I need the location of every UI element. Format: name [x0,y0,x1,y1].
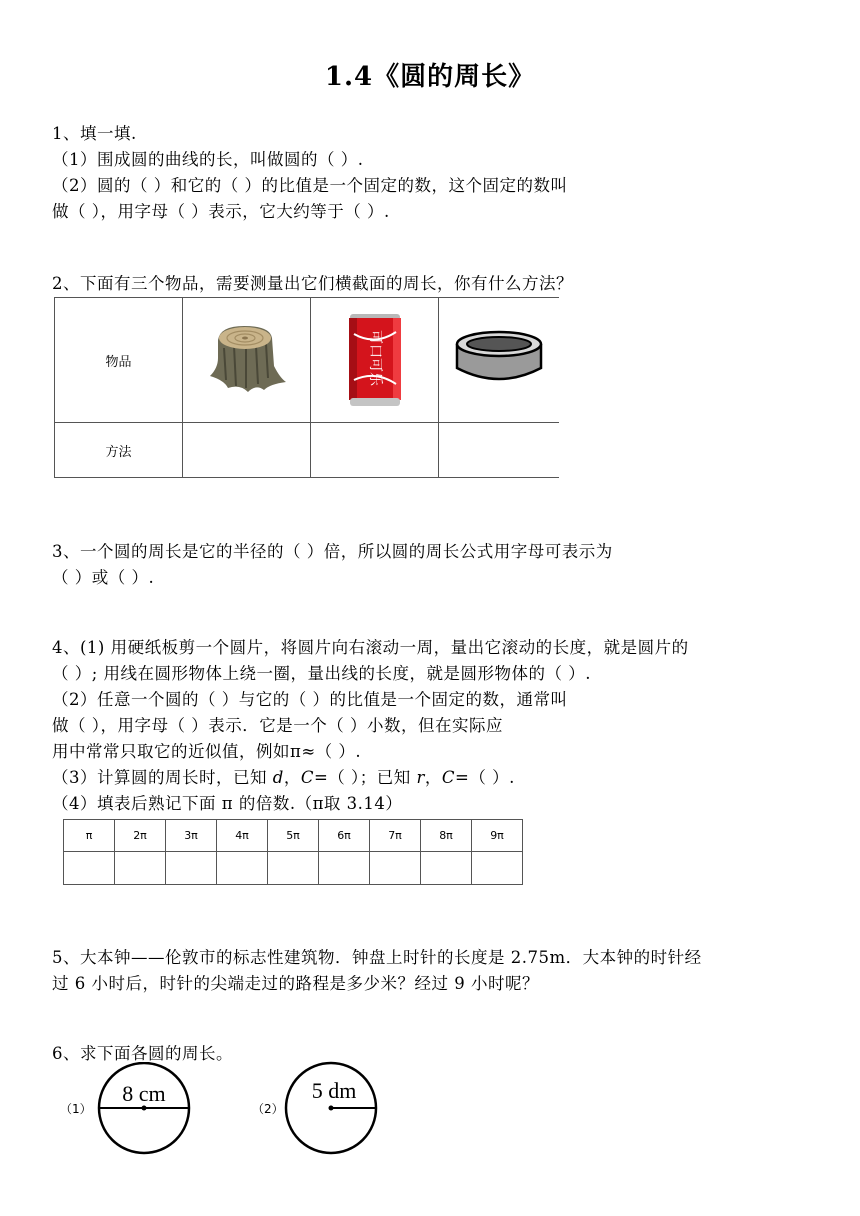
method-cell[interactable] [183,423,311,478]
q4-line-3: （2）任意一个圆的（ ）与它的（ ）的比值是一个固定的数，通常叫 [52,690,568,709]
q4-l6-part: ， [424,768,442,787]
var-c: C [300,768,314,787]
q1-line-2: （2）圆的（ ）和它的（ ）的比值是一个固定的数，这个固定的数叫 [52,176,568,195]
pi-answer-cell[interactable] [115,852,166,885]
tape-roll-image [453,328,545,388]
var-d: d [272,768,284,787]
var-r: r [416,768,425,787]
pi-answer-cell[interactable] [319,852,370,885]
pi-header-cell: 3π [166,820,217,852]
q4-line-6 [52,764,515,788]
tape-roll-cell [439,298,560,423]
method-cell[interactable] [439,423,560,478]
circle-1-diameter-text: 8 cm [122,1081,166,1106]
q3-line-1: 3、一个圆的周长是它的半径的（ ）倍，所以圆的周长公式用字母可表示为 [52,542,613,561]
q3-line-2: （ ）或（ ）. [52,568,155,587]
cola-can-image [340,306,410,410]
tree-stump-image [204,318,290,398]
cola-can-cell [311,298,439,423]
pi-answer-cell[interactable] [268,852,319,885]
pi-header-cell: 5π [268,820,319,852]
items-row-label: 物品 [55,298,183,423]
var-c: C [441,768,456,787]
pi-header-cell: 4π [217,820,268,852]
pi-header-cell: π [64,820,115,852]
q4-l6-part: =（ ）；已知 [313,768,417,787]
circle-1-label: （1） [60,1102,92,1116]
pi-answer-cell[interactable] [166,852,217,885]
q1-line-1: （1）围成圆的曲线的长，叫做圆的（ ）. [52,150,364,169]
q4-line-5: 用中常常只取它的近似值，例如π≈（ ）. [52,742,362,761]
pi-answer-cell[interactable] [370,852,421,885]
pi-header-cell: 6π [319,820,370,852]
q4-line-7: （4）填表后熟记下面 π 的倍数.（π取 3.14） [52,794,403,813]
pi-answer-cell[interactable] [472,852,523,885]
q5-line-1: 5、大本钟——伦敦市的标志性建筑物．钟盘上时针的长度是 2.75m．大本钟的时针经 [52,948,702,967]
tree-stump-cell [183,298,311,423]
items-table [54,297,559,478]
pi-header-cell: 9π [472,820,523,852]
q4-line-2: （ ）; 用线在圆形物体上绕一圈，量出线的长度，就是圆形物体的（ ）. [52,664,592,683]
pi-header-cell: 2π [115,820,166,852]
circle-2-radius-text: 5 dm [311,1078,357,1103]
q2-heading: 2、下面有三个物品，需要测量出它们横截面的周长，你有什么方法？ [52,274,573,293]
pi-answer-cell[interactable] [421,852,472,885]
q1-heading: 1、填一填. [52,124,137,143]
pi-header-cell: 7π [370,820,421,852]
q4-l6-part: （3）计算圆的周长时，已知 [52,768,273,787]
q4-l6-part: ， [283,768,301,787]
q5-line-2: 过 6 小时后，时针的尖端走过的路程是多少米？经过 9 小时呢？ [52,974,539,993]
circle-1-figure [96,1062,222,1156]
page-title: 1.4《圆的周长》 [324,62,536,92]
pi-answer-cell[interactable] [217,852,268,885]
method-row-label: 方法 [55,423,183,478]
pi-answer-cell[interactable] [64,852,115,885]
q6-heading: 6、求下面各圆的周长。 [52,1044,233,1063]
circle-2-label: （2） [252,1102,284,1116]
pi-multiples-table [63,819,523,885]
q4-l6-part: =（ ）. [455,768,515,787]
method-cell[interactable] [311,423,439,478]
circle-2-figure [284,1060,380,1156]
q4-line-1: 4、(1) 用硬纸板剪一个圆片，将圆片向右滚动一周，量出它滚动的长度，就是圆片的 [52,638,689,657]
q4-line-4: 做（ ），用字母（ ）表示．它是一个（ ）小数，但在实际应 [52,716,503,735]
cola-can-text: 可口可乐 [366,330,383,386]
pi-header-cell: 8π [421,820,472,852]
q1-line-3: 做（ ），用字母（ ）表示，它大约等于（ ）. [52,202,390,221]
